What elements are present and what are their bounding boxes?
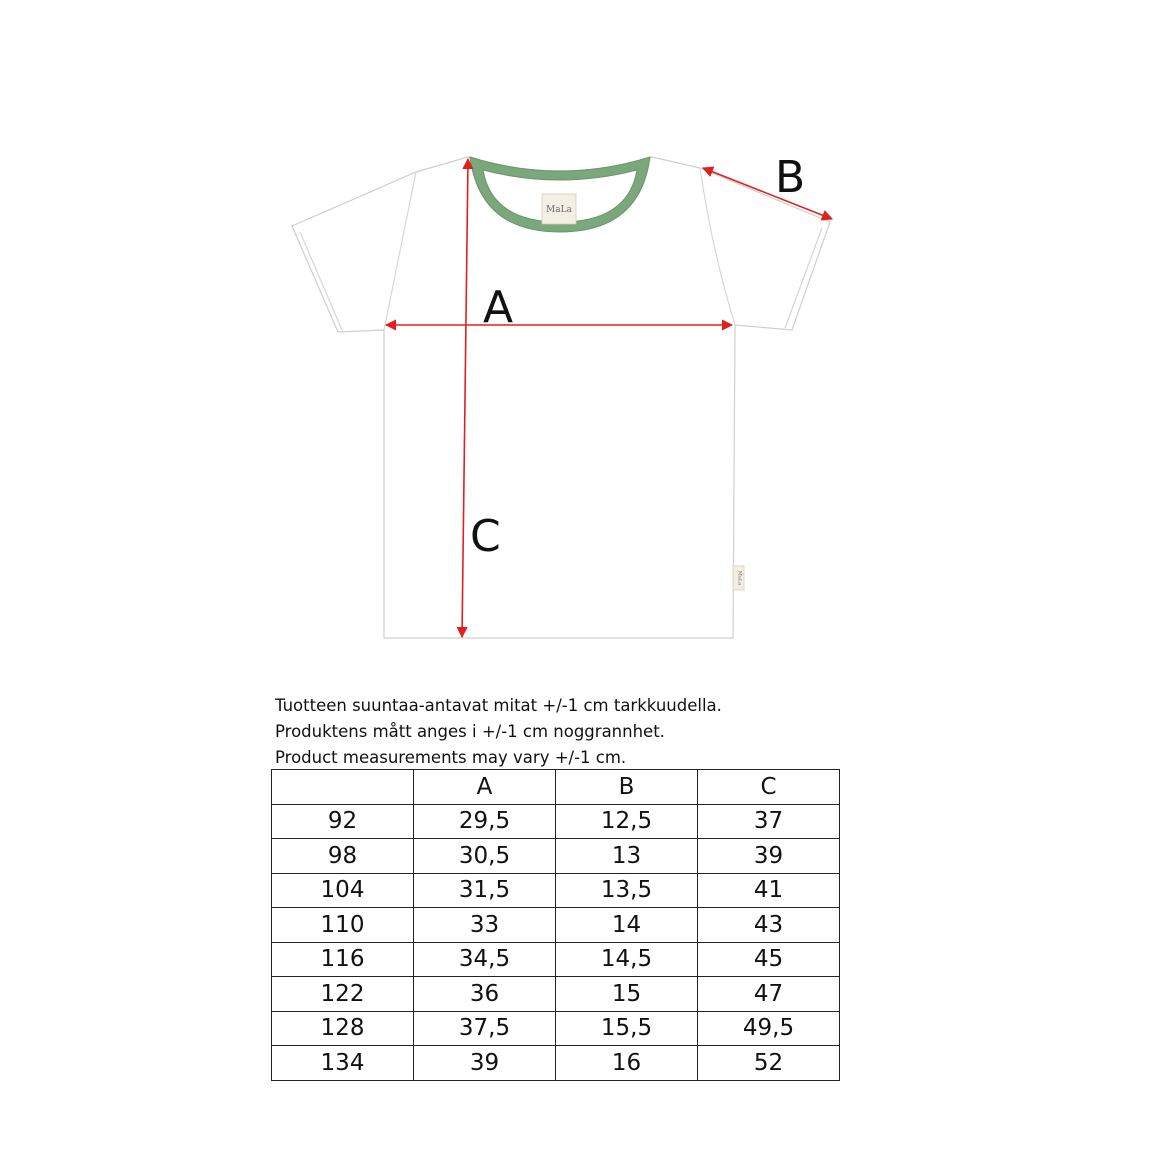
cell-size: 104 (272, 873, 414, 908)
cell-b: 14,5 (556, 942, 698, 977)
measurement-notes (275, 693, 875, 771)
cell-c: 52 (698, 1046, 840, 1081)
cell-size: 116 (272, 942, 414, 977)
side-tag (733, 566, 744, 590)
cell-a: 30,5 (414, 839, 556, 874)
neck-label (542, 194, 576, 224)
cell-c: 39 (698, 839, 840, 874)
cell-c: 47 (698, 977, 840, 1012)
size-chart-table (271, 769, 840, 1081)
table-row (272, 839, 840, 874)
cell-size: 98 (272, 839, 414, 874)
brand-logo: MaLa (546, 205, 572, 215)
cell-a: 31,5 (414, 873, 556, 908)
cell-c: 37 (698, 804, 840, 839)
label-b: B (775, 152, 806, 203)
table-row (272, 1046, 840, 1081)
header-a: A (414, 770, 556, 805)
cell-c: 45 (698, 942, 840, 977)
cell-a: 36 (414, 977, 556, 1012)
note-swedish: Produktens mått anges i +/-1 cm noggrannhet. (275, 722, 665, 741)
cell-b: 14 (556, 908, 698, 943)
cell-size: 92 (272, 804, 414, 839)
cell-c: 43 (698, 908, 840, 943)
table-row (272, 908, 840, 943)
cell-size: 110 (272, 908, 414, 943)
cell-b: 15,5 (556, 1011, 698, 1046)
cell-b: 13 (556, 839, 698, 874)
cell-b: 15 (556, 977, 698, 1012)
side-tag-logo: MaLa (736, 570, 743, 586)
table-row (272, 804, 840, 839)
table-row (272, 942, 840, 977)
cell-c: 49,5 (698, 1011, 840, 1046)
header-c: C (698, 770, 840, 805)
table-row (272, 1011, 840, 1046)
cell-size: 128 (272, 1011, 414, 1046)
cell-a: 29,5 (414, 804, 556, 839)
table-row (272, 873, 840, 908)
cell-b: 16 (556, 1046, 698, 1081)
cell-size: 122 (272, 977, 414, 1012)
cell-a: 37,5 (414, 1011, 556, 1046)
cell-a: 33 (414, 908, 556, 943)
header-b: B (556, 770, 698, 805)
cell-c: 41 (698, 873, 840, 908)
note-finnish: Tuotteen suuntaa-antavat mitat +/-1 cm tarkkuudella. (275, 696, 722, 715)
label-a: A (483, 282, 514, 333)
table-row (272, 977, 840, 1012)
header-size (272, 770, 414, 805)
cell-a: 34,5 (414, 942, 556, 977)
cell-b: 12,5 (556, 804, 698, 839)
table-header-row (272, 770, 840, 805)
cell-size: 134 (272, 1046, 414, 1081)
label-c: C (470, 511, 501, 562)
cell-b: 13,5 (556, 873, 698, 908)
cell-a: 39 (414, 1046, 556, 1081)
note-english: Product measurements may vary +/-1 cm. (275, 748, 627, 767)
